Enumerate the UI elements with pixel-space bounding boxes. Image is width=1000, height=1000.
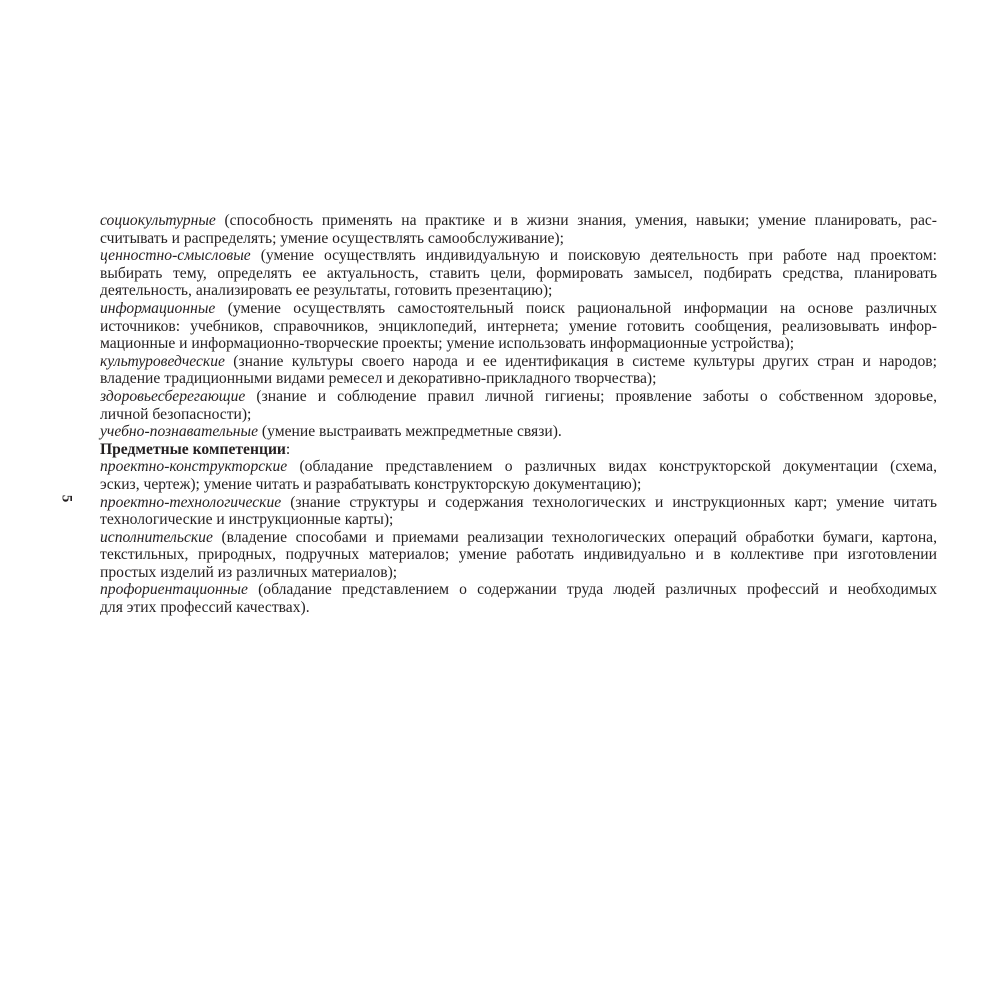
line-text: для этих профессий качествах). [100,599,310,617]
competence-term: культуроведческие [100,352,225,370]
document-body [100,212,937,617]
text-line [100,406,937,424]
section-heading: Предметные компетенции [100,440,286,458]
text-line [100,265,937,283]
text-line [100,282,937,300]
competence-term: проектно-конструкторские [100,458,288,476]
line-text: источников: учебников, справочников, энциклопедий, интернета; умение готовить сообщения, реализовывать инфор- [100,317,937,335]
text-line [100,476,937,494]
text-line [100,388,937,406]
text-line [100,335,937,353]
competence-term: профориентационные [100,581,248,599]
text-line [100,581,937,599]
line-text: (владение способами и приемами реализации технологических операций обработки бумаги, картона, [212,528,937,546]
line-text: эскиз, чертеж); умение читать и разрабатывать конструкторскую документацию); [100,475,642,493]
competence-term: учебно-познавательные [100,423,259,441]
competence-term: социокультурные [100,212,216,229]
line-text: владение традиционными видами ремесел и декоративно-прикладного творчества); [100,370,657,388]
line-text: (знание структуры и содержания технологических и инструкционных карт; умение читать [281,493,937,511]
line-text: деятельность, анализировать ее результаты, готовить презентацию); [100,282,553,300]
text-line [100,441,937,459]
text-line [100,529,937,547]
text-line [100,353,937,371]
text-line [100,494,937,512]
page-number: 5 [58,494,75,503]
line-text: (способность применять на практике и в жизни знания, умения, навыки; умение планировать, рас- [215,212,937,229]
text-line [100,458,937,476]
text-line [100,300,937,318]
competence-term: проектно-технологические [100,493,282,511]
text-line [100,370,937,388]
competence-term: здоровьесберегающие [100,387,246,405]
line-text: считывать и распределять; умение осуществлять самообслуживание); [100,229,564,247]
text-line [100,318,937,336]
line-text: (обладание представлением о различных видах конструкторской документации (схема, [287,458,937,476]
competence-term: ценностно-смысловые [100,247,251,265]
line-text: (знание и соблюдение правил личной гигиены; проявление заботы о собственном здоровье, [245,387,937,405]
line-text: (знание культуры своего народа и ее идентификация в системе культуры других стран и народов; [224,352,937,370]
text-line [100,564,937,582]
competence-term: информационные [100,299,216,317]
line-text: технологические и инструкционные карты); [100,511,394,529]
line-text: (умение выстраивать межпредметные связи). [258,423,562,441]
text-line [100,546,937,564]
line-text: мационные и информационно-творческие проекты; умение использовать информационные устройства); [100,335,795,353]
line-text: (умение осуществлять самостоятельный поиск рациональной информации на основе различных [215,299,937,317]
text-line [100,247,937,265]
text-line [100,423,937,441]
text-line [100,599,937,617]
line-text: (обладание представлением о содержании труда людей различных профессий и необходимых [247,581,937,599]
line-text: выбирать тему, определять ее актуальность, ставить цели, формировать замысел, подбирать средства, планировать [100,264,937,282]
competence-term: исполнительские [100,528,213,546]
line-text: простых изделий из различных материалов); [100,563,398,581]
text-line [100,230,937,248]
text-line [100,212,937,230]
text-line [100,511,937,529]
line-text: текстильных, природных, подручных материалов; умение работать индивидуально и в коллективе при изготовлении [100,546,937,564]
line-text: личной безопасности); [100,405,252,423]
line-text: (умение осуществлять индивидуальную и поисковую деятельность при работе над проектом: [250,247,937,265]
line-text: : [285,440,291,458]
